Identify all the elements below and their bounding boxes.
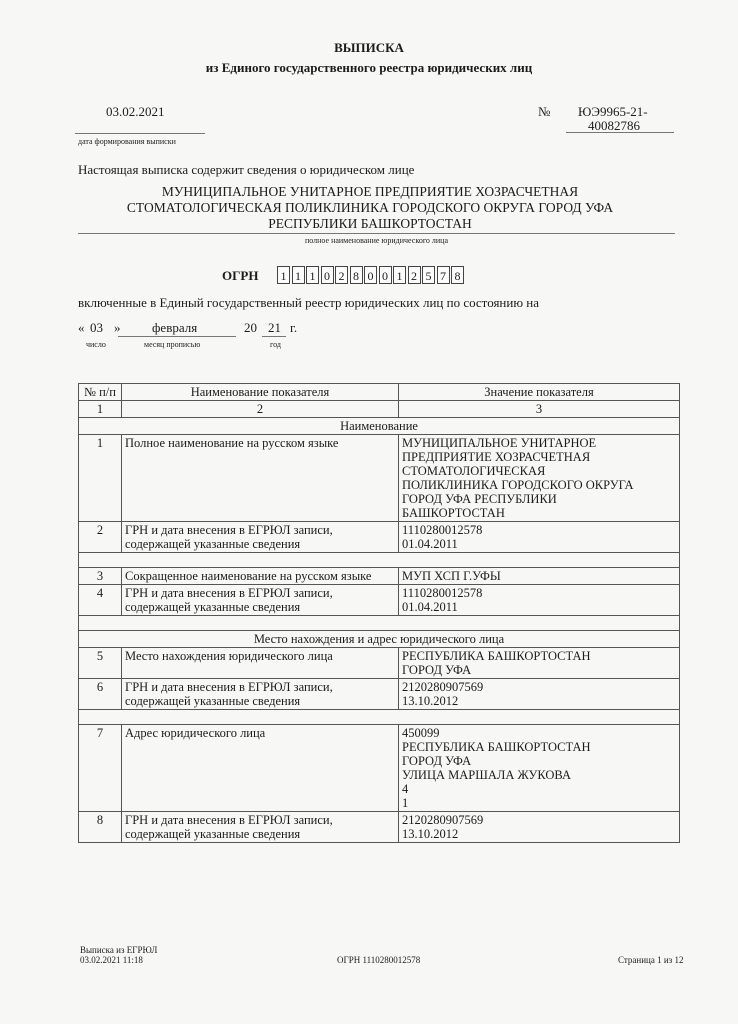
ogrn-digit: 0 — [321, 266, 334, 284]
row-value-line: 2120280907569 — [402, 680, 484, 694]
footer-left-line1: Выписка из ЕГРЮЛ — [80, 945, 158, 955]
footer-left — [80, 945, 157, 965]
document-title: ВЫПИСКА — [334, 40, 404, 55]
row-indicator: Сокращенное наименование на русском языке — [122, 568, 399, 585]
row-value — [399, 725, 680, 812]
section-row-name — [79, 418, 680, 435]
row-number: 3 — [79, 568, 122, 585]
number-underline — [566, 132, 674, 133]
entity-caption: полное наименование юридического лица — [304, 236, 449, 245]
row-value-line: 2120280907569 — [402, 813, 484, 827]
spacer-row — [79, 710, 680, 725]
year-underline — [262, 336, 286, 337]
footer-left-line2: 03.02.2021 11:18 — [80, 955, 143, 965]
row-value — [399, 522, 680, 553]
ogrn-digit: 1 — [306, 266, 319, 284]
table-row — [79, 648, 680, 679]
entity-name-line2: СТОМАТОЛОГИЧЕСКАЯ ПОЛИКЛИНИКА ГОРОДСКОГО ОКРУГА ГОРОД УФА — [126, 200, 614, 215]
row-value-line: ПРЕДПРИЯТИЕ ХОЗРАСЧЕТНАЯ — [402, 450, 591, 464]
row-number: 4 — [79, 585, 122, 616]
caption-year: год — [270, 340, 281, 349]
row-value-line: МУП ХСП Г.УФЫ — [402, 569, 501, 583]
row-value-line: 1110280012578 — [402, 523, 483, 537]
col-number-3: 3 — [399, 401, 680, 418]
row-value-line: 01.04.2011 — [402, 600, 458, 614]
col-number-2: 2 — [122, 401, 399, 418]
state-month: февраля — [152, 320, 198, 335]
table-section-body — [79, 435, 680, 631]
header-number: № п/п — [79, 384, 122, 401]
row-value — [399, 812, 680, 843]
table-numbering-row — [79, 401, 680, 418]
row-indicator: Адрес юридического лица — [122, 725, 399, 812]
section-title-location: Место нахождения и адрес юридического лица — [79, 631, 680, 648]
section-title-name: Наименование — [79, 418, 680, 435]
row-number: 8 — [79, 812, 122, 843]
date-quote-open: « — [78, 320, 85, 335]
caption-month: месяц прописью — [144, 340, 201, 349]
row-value-line: БАШКОРТОСТАН — [402, 506, 505, 520]
row-value-line: МУНИЦИПАЛЬНОЕ УНИТАРНОЕ — [402, 436, 597, 450]
header-indicator: Наименование показателя — [122, 384, 399, 401]
row-value-line: СТОМАТОЛОГИЧЕСКАЯ — [402, 464, 546, 478]
ogrn-digit: 0 — [364, 266, 377, 284]
row-value-line: 13.10.2012 — [402, 694, 459, 708]
entity-full-name — [60, 184, 680, 232]
row-indicator: ГРН и дата внесения в ЕГРЮЛ записи, содержащей указанные сведения — [122, 679, 399, 710]
state-year-suffix: г. — [290, 320, 298, 335]
row-value — [399, 568, 680, 585]
row-number: 6 — [79, 679, 122, 710]
row-value-line: ГОРОД УФА — [402, 754, 472, 768]
row-value — [399, 648, 680, 679]
row-number: 5 — [79, 648, 122, 679]
extract-date: 03.02.2021 — [106, 104, 165, 119]
state-text: включенные в Единый государственный реестр юридических лиц по состоянию на — [78, 295, 540, 310]
date-underline — [75, 133, 205, 134]
entity-name-line3: РЕСПУБЛИКИ БАШКОРТОСТАН — [268, 216, 472, 231]
ogrn-digit: 8 — [451, 266, 464, 284]
row-value-line: 1 — [402, 796, 409, 810]
egrul-table — [78, 383, 680, 843]
table-row — [79, 725, 680, 812]
intro-text: Настоящая выписка содержит сведения о юридическом лице — [78, 162, 415, 177]
extract-number-line2: 40082786 — [588, 118, 640, 133]
row-value-line: ГОРОД УФА — [402, 663, 472, 677]
date-caption: дата формирования выписки — [78, 137, 176, 146]
table-header-row — [79, 384, 680, 401]
spacer-cell — [79, 553, 680, 568]
footer-ogrn: ОГРН 1110280012578 — [337, 955, 421, 965]
ogrn-digit: 5 — [422, 266, 435, 284]
ogrn-digit: 1 — [292, 266, 305, 284]
row-value-line: РЕСПУБЛИКА БАШКОРТОСТАН — [402, 649, 591, 663]
spacer-cell — [79, 616, 680, 631]
state-year: 21 — [268, 320, 281, 335]
ogrn-digit: 1 — [277, 266, 290, 284]
row-value-line: РЕСПУБЛИКА БАШКОРТОСТАН — [402, 740, 591, 754]
ogrn-digit: 1 — [393, 266, 406, 284]
ogrn-label: ОГРН — [222, 268, 259, 283]
extract-number-line1: ЮЭ9965-21- — [578, 104, 648, 119]
entity-underline — [78, 233, 675, 234]
row-indicator: ГРН и дата внесения в ЕГРЮЛ записи, содержащей указанные сведения — [122, 585, 399, 616]
document-subtitle: из Единого государственного реестра юридических лиц — [205, 60, 533, 75]
state-year-prefix: 20 — [244, 320, 257, 335]
row-indicator: ГРН и дата внесения в ЕГРЮЛ записи, содержащей указанные сведения — [122, 522, 399, 553]
row-number: 1 — [79, 435, 122, 522]
ogrn-digit: 7 — [437, 266, 450, 284]
row-value-line: 01.04.2011 — [402, 537, 458, 551]
row-value-line: 13.10.2012 — [402, 827, 459, 841]
number-sign: № — [538, 104, 551, 119]
table-row — [79, 522, 680, 553]
row-indicator: Место нахождения юридического лица — [122, 648, 399, 679]
row-indicator: ГРН и дата внесения в ЕГРЮЛ записи, содержащей указанные сведения — [122, 812, 399, 843]
row-value — [399, 585, 680, 616]
row-number: 7 — [79, 725, 122, 812]
row-value-line: 4 — [402, 782, 409, 796]
row-value — [399, 435, 680, 522]
row-indicator: Полное наименование на русском языке — [122, 435, 399, 522]
table-row — [79, 812, 680, 843]
spacer-row — [79, 616, 680, 631]
row-value-line: 450099 — [402, 726, 440, 740]
spacer-cell — [79, 710, 680, 725]
row-value-line: УЛИЦА МАРШАЛА ЖУКОВА — [402, 768, 571, 782]
state-day: 03 — [90, 320, 103, 335]
row-value-line: 1110280012578 — [402, 586, 483, 600]
table-row — [79, 585, 680, 616]
ogrn-digit: 2 — [335, 266, 348, 284]
row-value-line: ГОРОД УФА РЕСПУБЛИКИ — [402, 492, 557, 506]
spacer-row — [79, 553, 680, 568]
row-value — [399, 679, 680, 710]
row-value-line: ПОЛИКЛИНИКА ГОРОДСКОГО ОКРУГА — [402, 478, 634, 492]
table-row — [79, 679, 680, 710]
table-row — [79, 568, 680, 585]
date-quote-close: » — [114, 320, 121, 335]
row-number: 2 — [79, 522, 122, 553]
ogrn-digit: 8 — [350, 266, 363, 284]
footer-page: Страница 1 из 12 — [618, 955, 684, 965]
ogrn-digit: 0 — [379, 266, 392, 284]
section-row-location — [79, 631, 680, 648]
ogrn-digit: 2 — [408, 266, 421, 284]
table-section-body — [79, 648, 680, 843]
col-number-1: 1 — [79, 401, 122, 418]
month-underline — [118, 336, 236, 337]
header-value: Значение показателя — [399, 384, 680, 401]
caption-day: число — [86, 340, 106, 349]
entity-name-line1: МУНИЦИПАЛЬНОЕ УНИТАРНОЕ ПРЕДПРИЯТИЕ ХОЗРАСЧЕТНАЯ — [161, 184, 579, 199]
table-row — [79, 435, 680, 522]
